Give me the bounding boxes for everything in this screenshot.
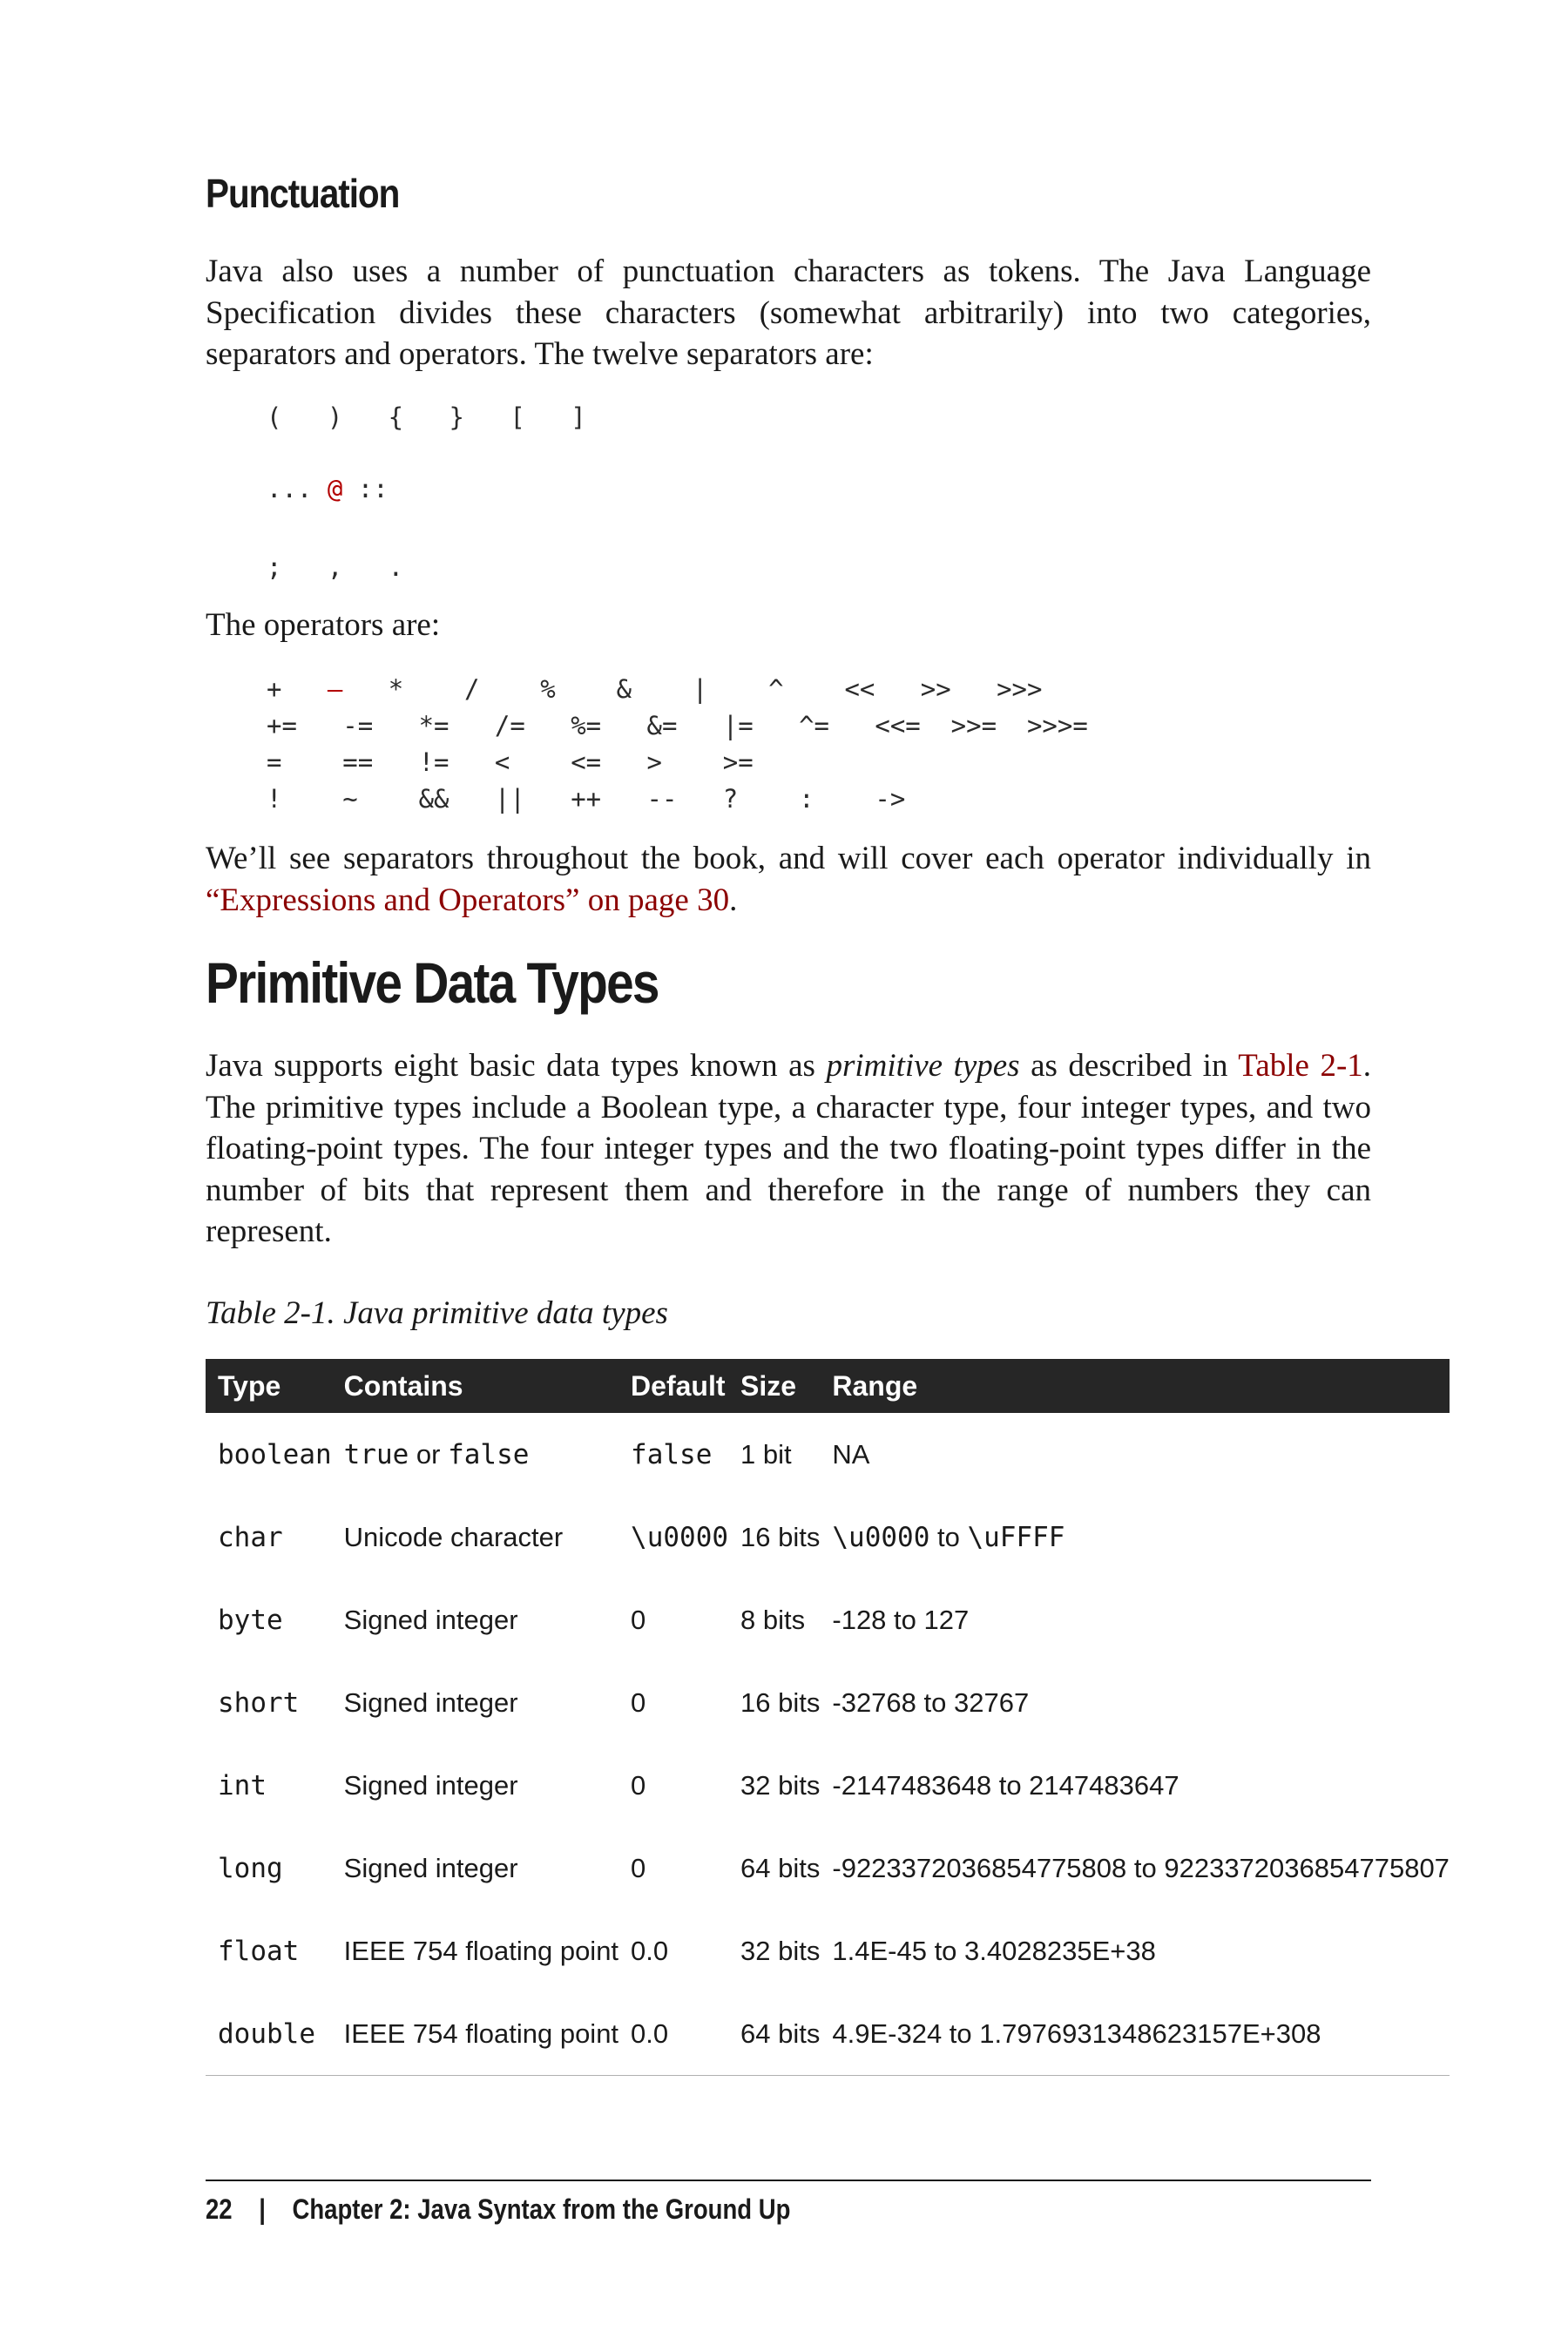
cell-type: double	[206, 1992, 332, 2076]
primitive-types-paragraph	[206, 1045, 1371, 1253]
table-row	[206, 1578, 1450, 1661]
cell-type: char	[218, 1521, 283, 1553]
cell-size: 32 bits	[740, 1935, 821, 1966]
cell-contains-false: false	[448, 1438, 530, 1470]
cell-contains-or: or	[409, 1438, 449, 1470]
cell-default: 0.0	[631, 1935, 669, 1966]
cell-range: NA	[832, 1438, 870, 1470]
cell-default: false	[631, 1438, 713, 1470]
cell-default: \u0000	[631, 1521, 729, 1553]
operators-rest: * / % & | ^ << >> >>>	[342, 674, 1043, 704]
closing-text: We’ll see separators throughout the book, and will cover each operator individually in	[206, 841, 1371, 876]
operators-line-4: ! ~ && || ++ -- ? : ->	[267, 784, 906, 814]
primitive-text-start: Java supports eight basic data types known as	[206, 1048, 827, 1084]
separators-line-1: ( ) { } [ ]	[267, 402, 586, 432]
section-heading-punctuation: Punctuation	[206, 171, 400, 216]
operators-line-1	[267, 674, 1042, 704]
header-default: Default	[618, 1359, 728, 1413]
page-number: 22	[206, 2193, 233, 2225]
footer-rule	[206, 2180, 1371, 2181]
cell-range-start: \u0000	[832, 1521, 930, 1553]
section-heading-primitive-data-types: Primitive Data Types	[206, 950, 659, 1015]
cell-size: 16 bits	[740, 1521, 821, 1552]
table-row	[206, 1413, 1450, 1496]
cell-default: 0.0	[618, 1992, 728, 2076]
operators-closing-paragraph	[206, 838, 1371, 921]
cell-range: 4.9E-324 to 1.7976931348623157E+308	[820, 1992, 1450, 2076]
expressions-operators-link[interactable]: “Expressions and Operators” on page 30	[206, 882, 730, 918]
cell-range-end: \uFFFF	[967, 1521, 1065, 1553]
separators-line-2	[267, 474, 389, 504]
cell-contains	[332, 1413, 618, 1496]
cell-contains: Unicode character	[343, 1521, 564, 1552]
cell-contains: Signed integer	[343, 1852, 518, 1883]
operators-intro-paragraph: The operators are:	[206, 607, 441, 643]
separators-at-sign: @	[327, 474, 343, 504]
cell-size: 8 bits	[740, 1604, 806, 1635]
primitive-types-table	[206, 1359, 1450, 2076]
cell-range: 1.4E-45 to 3.4028235E+38	[832, 1935, 1156, 1966]
operators-line-2: += -= *= /= %= &= |= ^= <<= >>= >>>=	[267, 711, 1088, 740]
cell-contains: Signed integer	[343, 1604, 518, 1635]
cell-range: -9223372036854775808 to 9223372036854775807	[832, 1852, 1450, 1883]
cell-type: byte	[218, 1604, 283, 1636]
separators-double-colon: ::	[342, 474, 389, 504]
primitive-types-emphasis: primitive types	[826, 1048, 1020, 1084]
closing-period: .	[729, 882, 738, 918]
cell-size: 64 bits	[728, 1992, 820, 2076]
header-size: Size	[728, 1359, 820, 1413]
page-footer	[206, 2193, 790, 2226]
separators-ellipsis: ...	[267, 474, 328, 504]
cell-range	[820, 1496, 1450, 1578]
header-type: Type	[206, 1359, 332, 1413]
cell-type: long	[218, 1852, 283, 1884]
table-row	[206, 1496, 1450, 1578]
cell-range: -32768 to 32767	[832, 1686, 1030, 1718]
cell-range: -2147483648 to 2147483647	[832, 1769, 1179, 1801]
table-row	[206, 1992, 1450, 2076]
cell-type: float	[218, 1935, 300, 1967]
operators-plus: +	[267, 674, 328, 704]
cell-size: 32 bits	[740, 1769, 821, 1801]
cell-range: -128 to 127	[832, 1604, 970, 1635]
primitive-text-mid: as described in	[1019, 1048, 1239, 1084]
table-row	[206, 1909, 1450, 1992]
cell-contains: IEEE 754 floating point	[332, 1992, 618, 2076]
cell-type: int	[218, 1769, 267, 1801]
cell-contains: Signed integer	[343, 1769, 518, 1801]
header-contains: Contains	[332, 1359, 618, 1413]
cell-range-to: to	[929, 1521, 968, 1552]
cell-contains-true: true	[343, 1438, 409, 1470]
footer-separator: |	[259, 2193, 266, 2225]
cell-size: 16 bits	[740, 1686, 821, 1718]
table-row	[206, 1744, 1450, 1827]
operators-line-3: = == != < <= > >=	[267, 747, 754, 777]
cell-default: 0	[631, 1604, 646, 1635]
operators-minus: —	[327, 674, 343, 704]
cell-default: 0	[631, 1686, 646, 1718]
cell-size: 1 bit	[740, 1438, 792, 1470]
cell-default: 0	[631, 1769, 646, 1801]
table-row	[206, 1827, 1450, 1909]
cell-size: 64 bits	[740, 1852, 821, 1883]
separators-line-3: ; , .	[267, 552, 404, 582]
cell-contains: Signed integer	[343, 1686, 518, 1718]
primitive-text-end: . The primitive types include a Boolean type, a character type, four integer types, and two floating-point types. The four integer types and the two floating-point types differ in the number of bits that represent them and therefore in the range of numbers they can represent.	[206, 1048, 1372, 1249]
cell-default: 0	[631, 1852, 646, 1883]
punctuation-intro-paragraph: Java also uses a number of punctuation characters as tokens. The Java Language Specification divides these characters (somewhat arbitrarily) into two categories, separators and operators. The twelve separators are:	[206, 253, 1371, 372]
cell-contains: IEEE 754 floating point	[343, 1935, 619, 1966]
cell-type: short	[218, 1686, 300, 1719]
table-row	[206, 1661, 1450, 1744]
chapter-title: Chapter 2: Java Syntax from the Ground Up	[292, 2193, 791, 2225]
header-range: Range	[820, 1359, 1450, 1413]
table-2-1-link[interactable]: Table 2-1	[1238, 1048, 1363, 1084]
table-caption: Table 2-1. Java primitive data types	[206, 1295, 668, 1331]
table-header-row	[206, 1359, 1450, 1413]
cell-type: boolean	[218, 1438, 332, 1470]
